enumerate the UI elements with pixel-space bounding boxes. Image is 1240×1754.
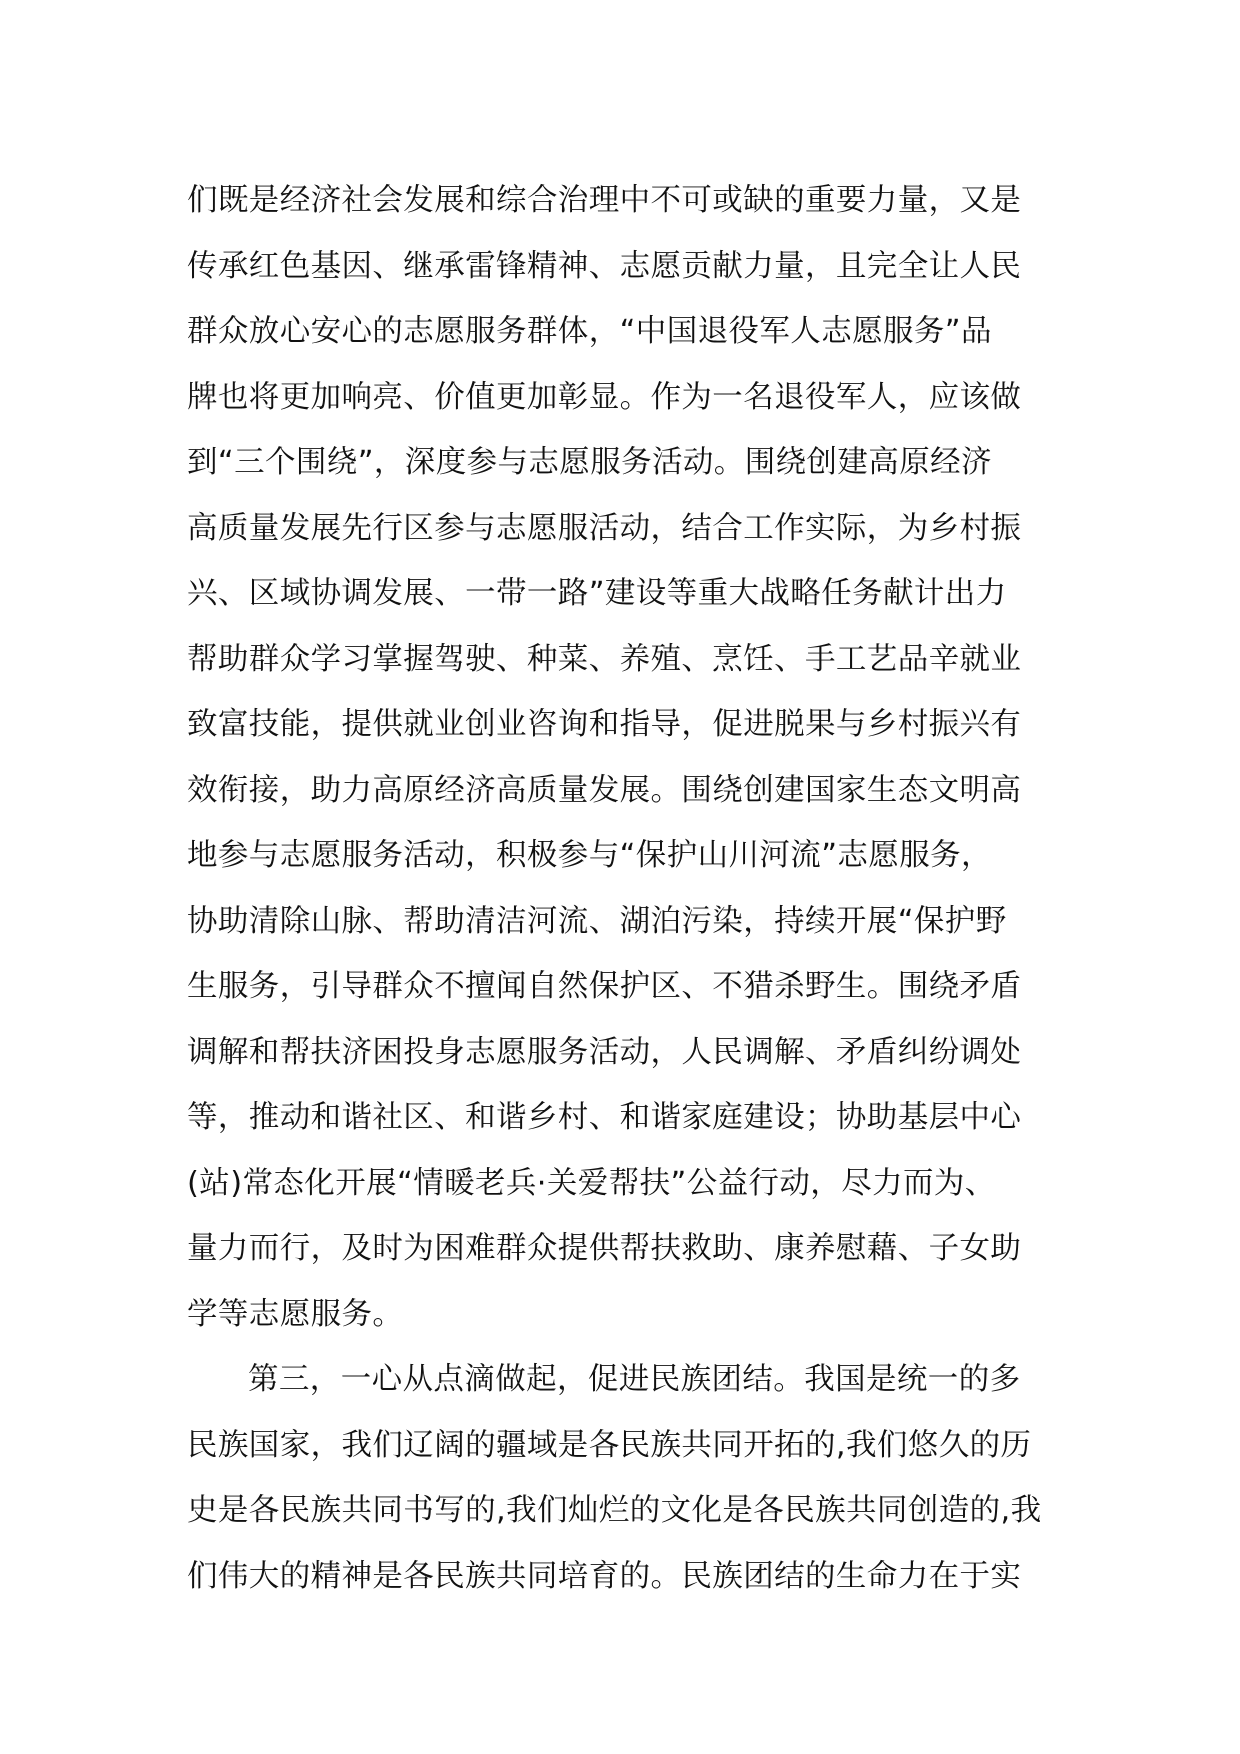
text-line: (站)常态化开展“情暖老兵·关爱帮扶”公益行动，尽力而为、 — [187, 1165, 996, 1201]
body-text — [187, 168, 1067, 1609]
paragraph-end-line: 学等志愿服务。 — [187, 1296, 404, 1332]
text-line: 们伟大的精神是各民族共同培育的。民族团结的生命力在于实 — [187, 1558, 1022, 1594]
text-line: 们既是经济社会发展和综合治理中不可或缺的重要力量，又是 — [187, 183, 1022, 218]
text-line: 民族国家，我们辽阔的疆域是各民族共同开拓的,我们悠久的历 — [187, 1427, 1032, 1463]
paragraph-start-line: 第三，一心从点滴做起，促进民族团结。我国是统一的多 — [248, 1362, 1021, 1397]
text-line: 协助清除山脉、帮助清洁河流、湖泊污染，持续开展“保护野 — [187, 903, 1007, 939]
text-line: 地参与志愿服务活动，积极参与“保护山川河流”志愿服务， — [187, 838, 992, 873]
text-line: 生服务，引导群众不擅闻自然保护区、不猎杀野生。围绕矛盾 — [187, 969, 1022, 1004]
text-line: 致富技能，提供就业创业咨询和指导，促进脱果与乡村振兴有 — [187, 707, 1022, 742]
text-line: 高质量发展先行区参与志愿服活动，结合工作实际，为乡村振 — [187, 510, 1022, 546]
text-line: 效衔接，助力高原经济高质量发展。围绕创建国家生态文明高 — [187, 772, 1022, 808]
text-line: 牌也将更加响亮、价值更加彰显。作为一名退役军人，应该做 — [187, 379, 1022, 415]
text-line: 到“三个围绕”，深度参与志愿服务活动。围绕创建高原经济 — [187, 445, 992, 480]
text-line: 兴、区域协调发展、一带一路”建设等重大战略任务献计出力 — [187, 576, 1007, 611]
text-line: 等，推动和谐社区、和谐乡村、和谐家庭建设；协助基层中心 — [187, 1100, 1022, 1135]
text-line: 群众放心安心的志愿服务群体，“中国退役军人志愿服务”品 — [187, 314, 992, 349]
text-line: 帮助群众学习掌握驾驶、种菜、养殖、烹饪、手工艺品辛就业 — [187, 641, 1022, 677]
text-line: 传承红色基因、继承雷锋精神、志愿贡献力量，且完全让人民 — [187, 248, 1022, 284]
text-line: 史是各民族共同书写的,我们灿烂的文化是各民族共同创造的,我 — [187, 1493, 1042, 1528]
text-line: 调解和帮扶济困投身志愿服务活动，人民调解、矛盾纠纷调处 — [187, 1034, 1022, 1070]
text-line: 量力而行，及时为困难群众提供帮扶救助、康养慰藉、子女助 — [187, 1231, 1022, 1266]
